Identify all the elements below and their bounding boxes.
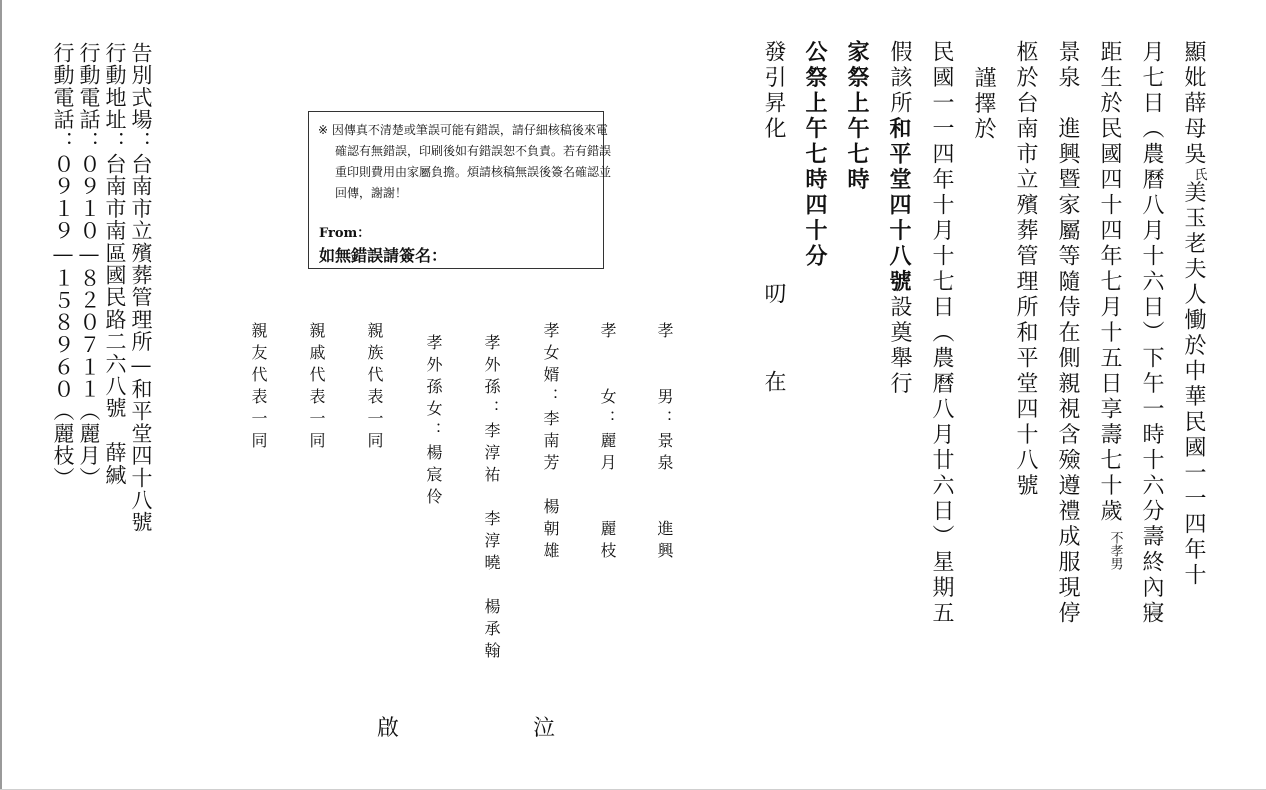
honorific-small: 氏 bbox=[1191, 167, 1207, 181]
mourner-daughter: 孝 女：麗月 麗枝 bbox=[598, 322, 617, 564]
mourner-relatives: 親戚代表一同 bbox=[307, 322, 326, 454]
announcement-col-1-text: 顯妣薛母吳 bbox=[1181, 40, 1206, 168]
mourner-granddaughter: 孝外孫女：楊宸伶 bbox=[424, 334, 443, 510]
announcement-col-6: 謹擇於 bbox=[971, 66, 996, 143]
closing-announce: 啟 bbox=[377, 716, 400, 741]
unfilial-son-small: 不孝男 bbox=[1107, 530, 1123, 570]
announcement-col-5: 柩於台南市立殯葬管理所和平堂四十八號 bbox=[1013, 40, 1038, 499]
contact-phone-1: 行動電話：０９１０—８２０７１１（麗月） bbox=[77, 42, 101, 489]
announcement-col-11a: 發引昇化 bbox=[761, 40, 786, 142]
mourner-friends: 親友代表一同 bbox=[249, 322, 268, 454]
announcement-col-11c: 在 bbox=[761, 370, 786, 396]
mourner-clan: 親族代表一同 bbox=[365, 322, 384, 454]
announcement-col-8-suffix: 設奠舉行 bbox=[887, 295, 912, 397]
mourner-son: 孝 男：景泉 進興 bbox=[655, 322, 674, 564]
announcement-col-4: 景泉 進興暨家屬等隨侍在側親視含殮遵禮成服現停 bbox=[1055, 40, 1080, 627]
funeral-venue: 告別式場：台南市立殯葬管理所—和平堂四十八號 bbox=[129, 42, 153, 534]
announcement-col-8-bold: 和平堂四十八號 bbox=[886, 116, 912, 295]
announcement-col-1 bbox=[1182, 40, 1206, 589]
announcement-col-2: 月七日（農曆八月十六日）下午一時十六分壽終內寢 bbox=[1139, 40, 1164, 627]
notice-from-label: From： bbox=[319, 226, 371, 241]
announcement-col-1-rest: 美玉老夫人慟於中華民國一一四年十 bbox=[1181, 180, 1206, 589]
announcement-col-3-text: 距生於民國四十四年七月十五日享壽七十歲 bbox=[1097, 40, 1122, 525]
announcement-col-8-prefix: 假該所 bbox=[887, 40, 912, 117]
mourner-son-in-law: 孝女婿：李南芳 楊朝雄 bbox=[541, 322, 560, 564]
public-ceremony-time: 公祭上午七時四十分 bbox=[802, 40, 828, 270]
home-address: 行動地址：台南市南區國民路二六八號 薛緘 bbox=[103, 42, 127, 486]
family-ceremony-time: 家祭上午七時 bbox=[844, 40, 870, 193]
contact-phone-2: 行動電話：０９１９—１５８９６０（麗枝） bbox=[51, 42, 75, 489]
announcement-col-7: 民國一一四年十月十七日（農曆八月廿六日）星期五 bbox=[929, 40, 954, 627]
notice-signature-prompt: 如無錯誤請簽名： bbox=[319, 246, 448, 265]
proof-notice-box bbox=[308, 111, 612, 269]
proof-notice-text: ※ 因傳真不清楚或筆誤可能有錯誤，請仔細核稿後來電確認有無錯誤，印刷後如有錯誤恕不負責。若有錯誤重印則費用由家屬負擔。煩請核稿無誤後簽名確認並回傳，謝謝！ bbox=[318, 123, 612, 200]
mourner-grandson: 孝外孫：李淳祐 李淳曉 楊承翰 bbox=[482, 334, 501, 664]
announcement-col-3 bbox=[1098, 40, 1122, 570]
page-left-edge bbox=[0, 0, 2, 790]
closing-weep: 泣 bbox=[533, 716, 556, 741]
announcement-col-11b: 叨 bbox=[761, 282, 786, 308]
announcement-col-8 bbox=[888, 40, 910, 397]
